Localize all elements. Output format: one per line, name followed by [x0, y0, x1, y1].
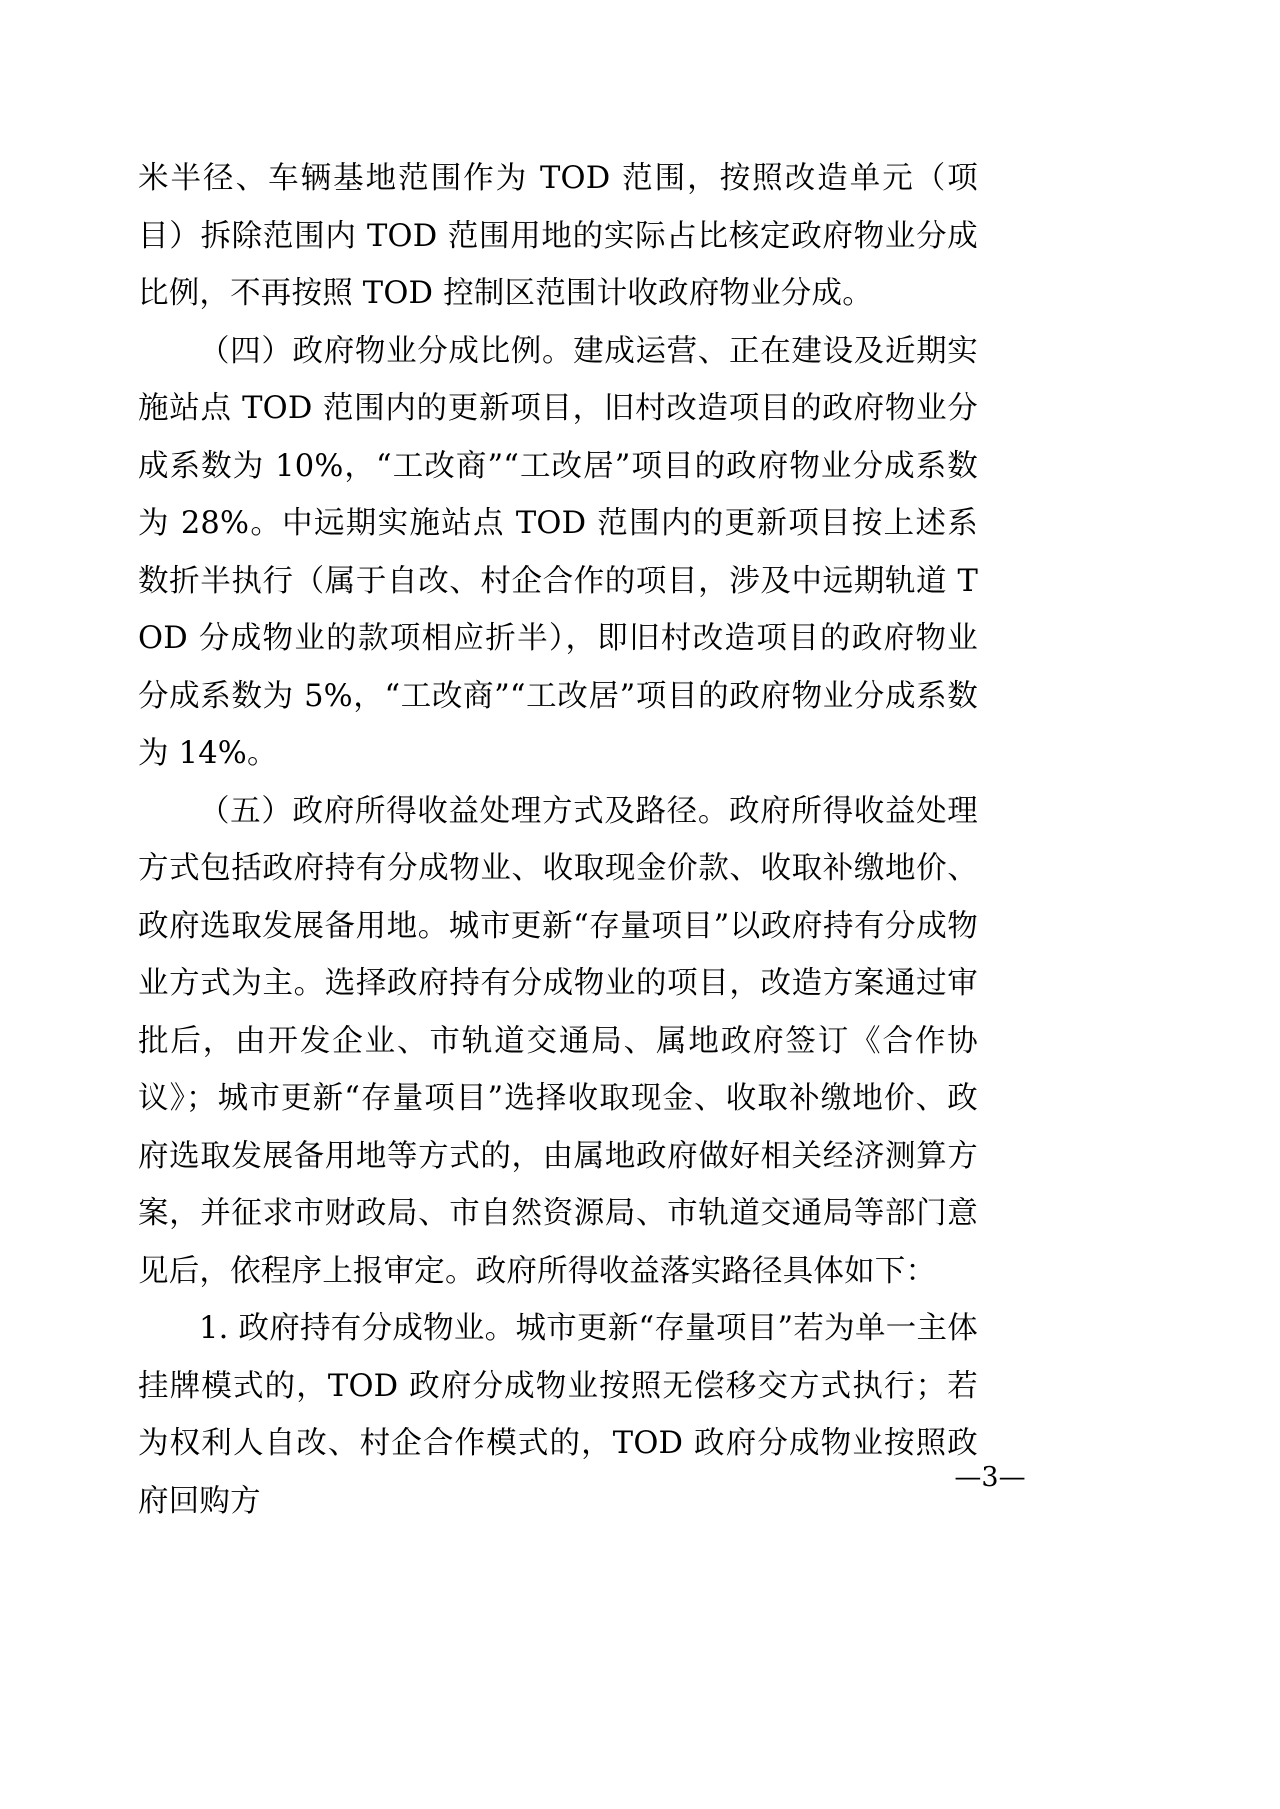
page-number — [0, 1462, 1280, 1493]
paragraph-section-four: （四）政府物业分成比例。建成运营、正在建设及近期实施站点 TOD 范围内的更新项目，旧村改造项目的政府物业分成系数为 10%，“工改商”“工改居”项目的政府物业分成系数为 28%。中远期实施站点 TOD 范围内的更新项目按上述系数折半执行（属于自改、村企合作的项目，涉及中远期轨道 TOD 分成物业的款项相应折半），即旧村改造项目的政府物业分成系数为 5%，“工改商”“工改居”项目的政府物业分成系数为 14%。 — [138, 333, 978, 771]
paragraph-section-five: （五）政府所得收益处理方式及路径。政府所得收益处理方式包括政府持有分成物业、收取现金价款、收取补缴地价、政府选取发展备用地。城市更新“存量项目”以政府持有分成物业方式为主。选择政府持有分成物业的项目，改造方案通过审批后，由开发企业、市轨道交通局、属地政府签订《合作协议》；城市更新“存量项目”选择收取现金、收取补缴地价、政府选取发展备用地等方式的，由属地政府做好相关经济测算方案，并征求市财政局、市自然资源局、市轨道交通局等部门意见后，依程序上报审定。政府所得收益落实路径具体如下： — [138, 793, 978, 1289]
paragraph-continued: 米半径、车辆基地范围作为 TOD 范围，按照改造单元（项目）拆除范围内 TOD 范围用地的实际占比核定政府物业分成比例，不再按照 TOD 控制区范围计收政府物业分成。 — [138, 161, 978, 311]
page-number-label: —3— — [954, 1462, 1026, 1493]
paragraph-item-one: 1. 政府持有分成物业。城市更新“存量项目”若为单一主体挂牌模式的，TOD 政府分成物业按照无偿移交方式执行；若为权利人自改、村企合作模式的，TOD 政府分成物业按照政府回购方 — [138, 1311, 978, 1519]
document-body — [138, 150, 978, 1530]
